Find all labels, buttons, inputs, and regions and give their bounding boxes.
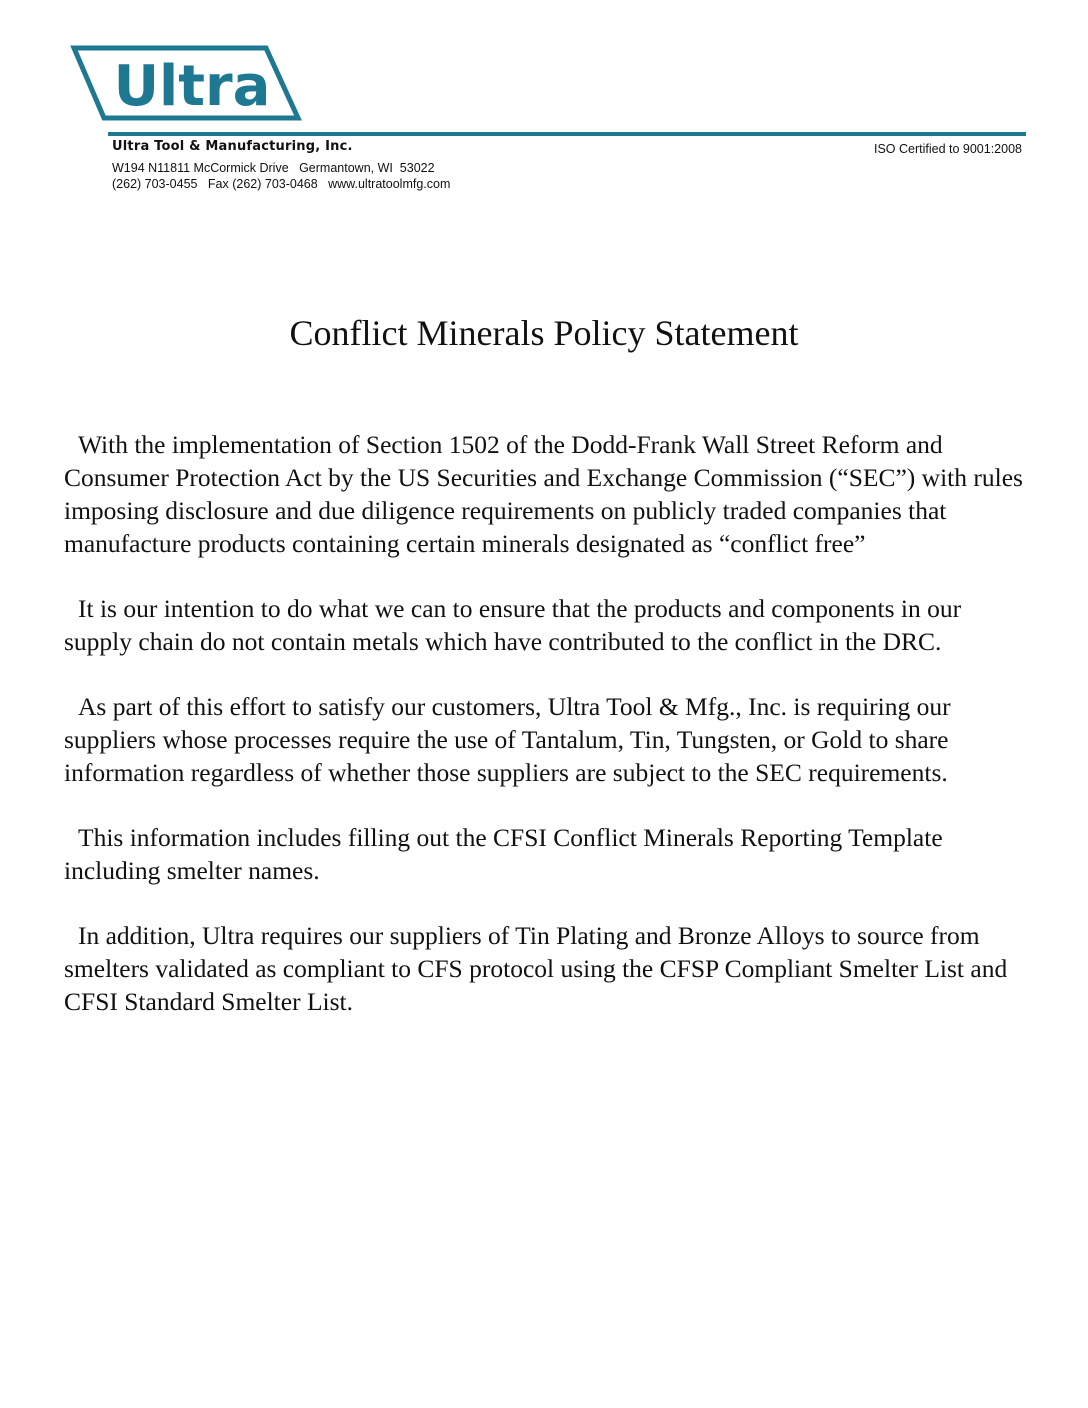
- paragraph: With the implementation of Section 1502 of the Dodd-Frank Wall Street Reform and Consumer Protection Act by the US Securities and Exchange Commission (“SEC”) with rules imposing disclosure and due diligence requirements on publicly traded companies that manufacture products containing certain minerals designated as “conflict free”: [64, 430, 1023, 558]
- ultra-logo: [70, 44, 302, 122]
- company-name: Ultra Tool & Manufacturing, Inc.: [112, 139, 353, 154]
- iso-certification: ISO Certified to 9001:2008: [873, 142, 1022, 156]
- header-rule: [108, 132, 1026, 136]
- policy-body: [64, 428, 1024, 1050]
- paragraph: As part of this effort to satisfy our customers, Ultra Tool & Mfg., Inc. is requiring our suppliers whose processes require the use of Tantalum, Tin, Tungsten, or Gold to share information regardless of whether those suppliers are subject to the SEC requirements.: [64, 692, 951, 787]
- paragraph: This information includes filling out the CFSI Conflict Minerals Reporting Template including smelter names.: [64, 823, 943, 885]
- paragraph: It is our intention to do what we can to ensure that the products and components in our supply chain do not contain metals which have contributed to the conflict in the DRC.: [64, 594, 962, 656]
- logo-text: Ultra: [113, 54, 271, 119]
- paragraph: In addition, Ultra requires our suppliers of Tin Plating and Bronze Alloys to source from smelters validated as compliant to CFS protocol using the CFSP Compliant Smelter List and CFSI Standard Smelter List.: [64, 921, 1008, 1016]
- page-title: Conflict Minerals Policy Statement: [289, 313, 799, 353]
- company-address: W194 N11811 McCormick Drive Germantown, WI 53022: [112, 161, 435, 175]
- company-contact: (262) 703-0455 Fax (262) 703-0468 www.ultratoolmfg.com: [112, 177, 451, 191]
